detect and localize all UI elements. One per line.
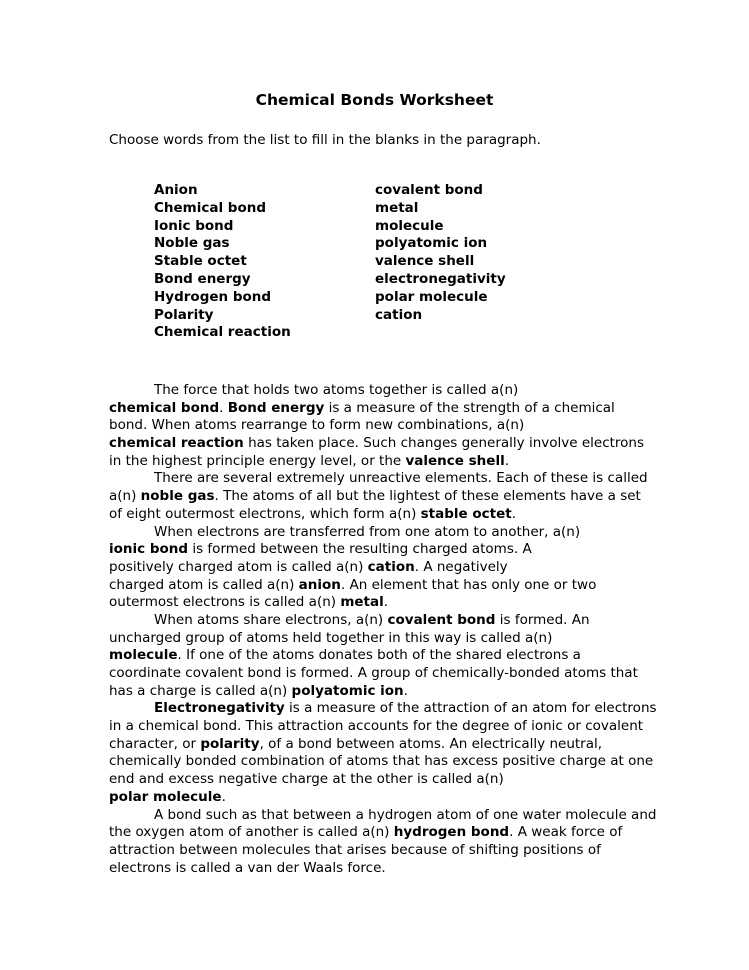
paragraph-line: [109, 559, 649, 577]
paragraph-text: character, or: [109, 735, 201, 752]
word-list-item: cation: [375, 306, 423, 323]
word-list-item: Bond energy: [154, 270, 251, 287]
paragraph-line: [109, 435, 649, 453]
paragraph-text: chemically bonded combination of atoms that has excess positive charge at one: [109, 753, 654, 770]
answer-term: valence shell: [405, 452, 505, 469]
paragraph-line: [109, 382, 649, 400]
paragraph-text: electrons is called a van der Waals force.: [109, 859, 386, 876]
word-list-column-1: [154, 182, 291, 342]
paragraph-text: There are several extremely unreactive elements. Each of these is called: [154, 470, 648, 487]
answer-term: hydrogen bond: [393, 824, 510, 841]
paragraph-text: , of a bond between atoms. An electrically neutral,: [259, 735, 603, 752]
paragraph-text: . The atoms of all but the lightest of these elements have a set: [214, 488, 641, 505]
paragraph-text: of eight outermost electrons, which form a(n): [109, 505, 421, 522]
paragraph-text: bond. When atoms rearrange to form new combinations, a(n): [109, 417, 525, 434]
answer-term: cation: [367, 558, 415, 575]
answer-term: stable octet: [420, 505, 512, 522]
paragraph-text: positively charged atom is called a(n): [109, 558, 368, 575]
paragraph-line: [109, 700, 657, 718]
answer-term: polyatomic ion: [291, 682, 404, 699]
paragraph-line: [109, 771, 649, 789]
word-list-item: polar molecule: [375, 288, 488, 305]
paragraph-line: [109, 594, 649, 612]
paragraph-line: [109, 665, 649, 683]
word-list-item: Polarity: [154, 306, 214, 323]
answer-term: chemical bond: [109, 399, 220, 416]
paragraph-text: in the highest principle energy level, or the: [109, 452, 406, 469]
paragraph-line: [109, 417, 649, 435]
paragraph-text: charged atom is called a(n): [109, 576, 299, 593]
paragraph-text: .: [403, 682, 408, 699]
word-list-item: metal: [375, 199, 419, 216]
paragraph-text: is a measure of the attraction of an atom for electrons: [284, 700, 657, 717]
paragraph-line: [109, 524, 649, 542]
paragraph-text: .: [511, 505, 517, 522]
answer-term: noble gas: [140, 488, 215, 505]
answer-term: covalent bond: [387, 611, 496, 628]
paragraph-text: in a chemical bond. This attraction accounts for the degree of ionic or covalent: [109, 718, 644, 735]
paragraph-text: . A negatively: [414, 558, 508, 575]
word-list-item: Stable octet: [154, 253, 247, 270]
paragraph-line: [109, 806, 657, 825]
paragraph-text: a(n): [109, 488, 141, 505]
answer-term: ionic bond: [109, 541, 189, 558]
word-list-item: Noble gas: [154, 235, 230, 252]
word-list-item: polyatomic ion: [375, 235, 488, 252]
paragraph-text: coordinate covalent bond is formed. A group of chemically-bonded atoms that: [109, 665, 638, 681]
paragraph-line: [109, 842, 649, 860]
paragraph-line: [109, 824, 649, 842]
paragraph-line: [109, 683, 649, 701]
paragraph-text: The force that holds two atoms together is called a(n): [154, 382, 519, 398]
paragraph-line: [109, 718, 649, 736]
paragraph-line: [109, 541, 649, 559]
paragraph-text: is a measure of the strength of a chemical: [324, 399, 615, 416]
paragraph-text: is formed between the resulting charged atoms. A: [188, 541, 532, 558]
answer-term: anion: [298, 576, 341, 593]
paragraph-text: has a charge is called a(n): [109, 682, 292, 699]
paragraph-text: the oxygen atom of another is called a(n): [109, 824, 394, 841]
paragraph-line: [109, 506, 649, 524]
paragraph-text: end and excess negative charge at the other is called a(n): [109, 771, 504, 788]
answer-term: polar molecule: [109, 788, 222, 805]
paragraph-line: [109, 753, 654, 771]
paragraph-text: outermost electrons is called a(n): [109, 594, 341, 611]
paragraph-text: . A weak force of: [509, 824, 623, 841]
paragraph-line: [109, 612, 649, 630]
paragraph-line: [109, 860, 649, 878]
paragraph-text: has taken place. Such changes generally involve electrons: [243, 435, 645, 452]
paragraph-text: .: [504, 452, 510, 469]
paragraph-line: [109, 736, 649, 754]
paragraph-line: [109, 630, 649, 648]
paragraph-line: [109, 400, 649, 418]
answer-term: metal: [340, 594, 384, 611]
page-title: Chemical Bonds Worksheet: [255, 91, 494, 109]
paragraph-text: . If one of the atoms donates both of the shared electrons a: [177, 647, 581, 664]
paragraph-text: is formed. An: [495, 611, 590, 628]
paragraph-text: .: [219, 399, 228, 416]
paragraph-text: .: [221, 788, 226, 805]
word-list-item: Chemical bond: [154, 199, 267, 216]
paragraph-text: . An element that has only one or two: [340, 576, 597, 593]
paragraph-line: [109, 647, 649, 665]
answer-term: Electronegativity: [154, 700, 285, 717]
paragraph-line: [109, 789, 649, 807]
paragraph-line: [109, 470, 649, 488]
answer-term: polarity: [200, 735, 260, 752]
word-list-item: Chemical reaction: [154, 324, 291, 341]
paragraph-line: [109, 577, 649, 595]
worksheet-paragraphs: [109, 382, 657, 877]
word-list-item: molecule: [375, 217, 444, 234]
paragraph-text: When electrons are transferred from one atom to another, a(n): [154, 523, 581, 540]
word-list-item: valence shell: [375, 253, 475, 270]
word-list-item: electronegativity: [375, 270, 506, 287]
paragraph-text: When atoms share electrons, a(n): [154, 611, 388, 628]
paragraph-line: [109, 488, 649, 506]
paragraph-text: uncharged group of atoms held together in this way is called a(n): [109, 629, 553, 646]
paragraph-text: A bond such as that between a hydrogen atom of one water molecule and: [154, 806, 657, 823]
word-list-column-2: [375, 182, 506, 324]
answer-term: chemical reaction: [109, 435, 244, 452]
instructions-text: Choose words from the list to fill in the blanks in the paragraph.: [109, 132, 541, 148]
paragraph-text: .: [383, 594, 389, 611]
answer-term: Bond energy: [227, 399, 325, 416]
word-list-item: Ionic bond: [154, 217, 234, 234]
word-list-item: Anion: [154, 182, 198, 198]
paragraph-line: [109, 453, 649, 471]
word-list-item: covalent bond: [375, 182, 483, 198]
answer-term: molecule: [109, 647, 178, 664]
word-list-item: Hydrogen bond: [154, 288, 272, 305]
paragraph-text: attraction between molecules that arises because of shifting positions of: [109, 841, 601, 858]
